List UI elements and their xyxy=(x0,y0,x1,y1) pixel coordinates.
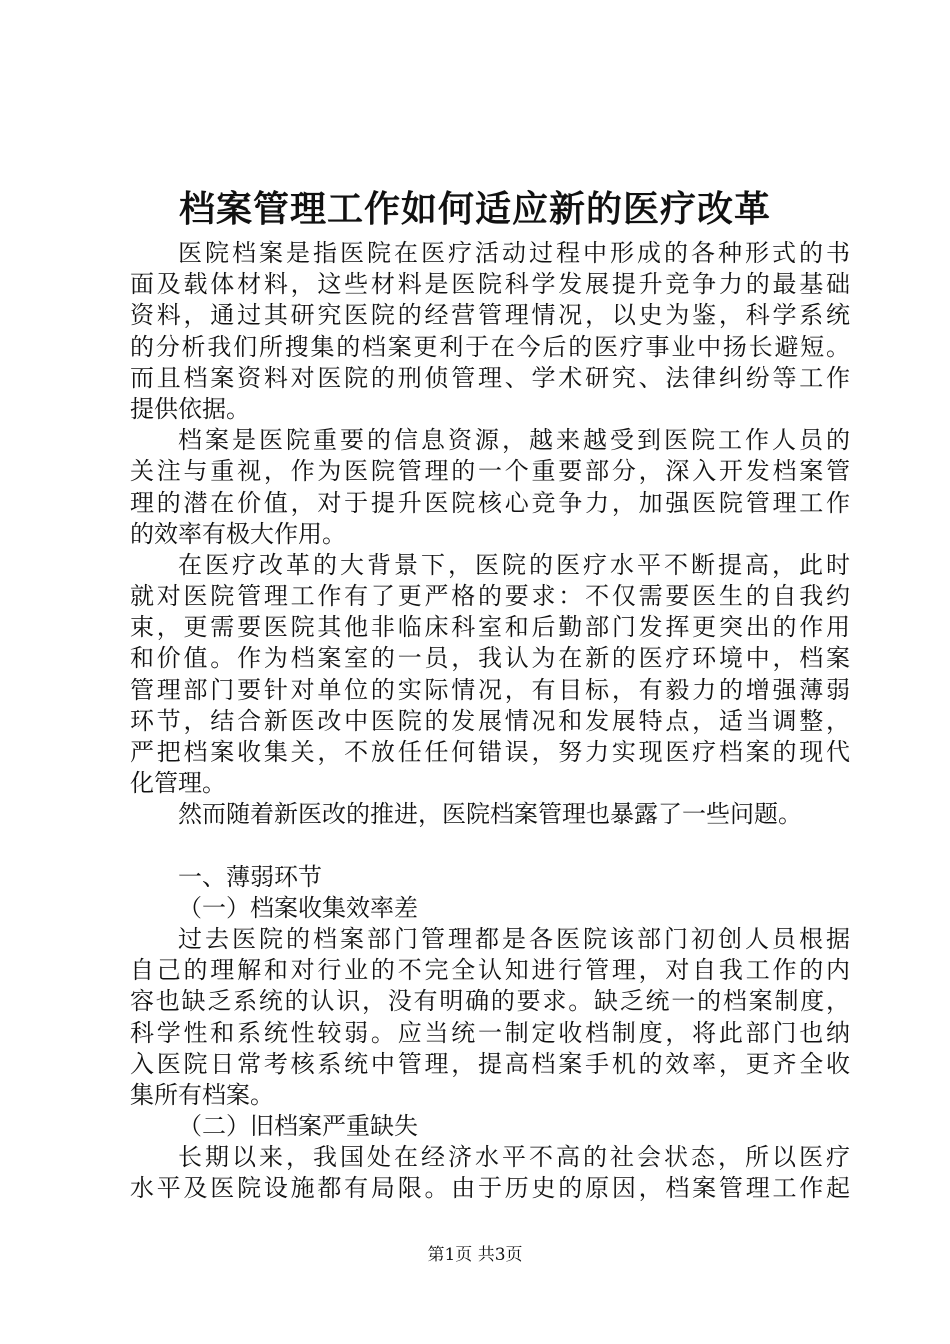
paragraph-line: 和价值。作为档案室的一员，我认为在新的医疗环境中，档案 xyxy=(130,644,850,673)
paragraph-line: 资料，通过其研究医院的经营管理情况，以史为鉴，科学系统 xyxy=(130,301,850,330)
document-title: 档案管理工作如何适应新的医疗改革 xyxy=(178,188,771,230)
paragraph-line: 集所有档案。 xyxy=(130,1080,274,1109)
paragraph-line: 的分析我们所搜集的档案更利于在今后的医疗事业中扬长避短。 xyxy=(130,332,850,361)
paragraph-line: 而且档案资料对医院的刑侦管理、学术研究、法律纠纷等工作 xyxy=(130,363,850,392)
paragraph-line: 关注与重视，作为医院管理的一个重要部分，深入开发档案管 xyxy=(130,457,850,486)
paragraph xyxy=(130,799,850,830)
paragraph-line: 就对医院管理工作有了更严格的要求：不仅需要医生的自我约 xyxy=(130,582,850,611)
paragraph xyxy=(130,425,850,550)
paragraph-line: 的效率有极大作用。 xyxy=(130,519,346,548)
paragraph-line: 然而随着新医改的推进，医院档案管理也暴露了一些问题。 xyxy=(178,800,802,829)
paragraph xyxy=(130,924,850,1111)
page-footer: 第1页 共3页 xyxy=(427,1245,523,1265)
paragraph-line: 水平及医院设施都有局限。由于历史的原因，档案管理工作起 xyxy=(130,1174,850,1203)
paragraph-line: 医院档案是指医院在医疗活动过程中形成的各种形式的书 xyxy=(178,239,850,267)
paragraph-line: 理的潜在价值，对于提升医院核心竞争力，加强医院管理工作 xyxy=(130,488,850,517)
paragraph-line: 化管理。 xyxy=(130,769,226,798)
paragraph-line: 过去医院的档案部门管理都是各医院该部门初创人员根据 xyxy=(178,924,850,953)
subsection-heading: （二）旧档案严重缺失 xyxy=(178,1112,418,1141)
document-body xyxy=(130,238,850,1205)
paragraph-line: 严把档案收集关，不放任任何错误，努力实现医疗档案的现代 xyxy=(130,738,850,766)
paragraph xyxy=(130,238,850,425)
paragraph xyxy=(130,1142,850,1204)
paragraph-line: 环节，结合新医改中医院的发展情况和发展特点，适当调整， xyxy=(130,706,850,735)
paragraph-line: 自己的理解和对行业的不完全认知进行管理，对自我工作的内 xyxy=(130,956,850,985)
blank-line xyxy=(130,831,850,862)
paragraph-line: 在医疗改革的大背景下，医院的医疗水平不断提高，此时 xyxy=(178,550,850,579)
paragraph-line: 容也缺乏系统的认识，没有明确的要求。缺乏统一的档案制度， xyxy=(130,987,850,1016)
paragraph-line: 长期以来，我国处在经济水平不高的社会状态，所以医疗 xyxy=(178,1143,850,1172)
section-heading: 一、薄弱环节 xyxy=(178,862,322,891)
paragraph-line: 束，更需要医院其他非临床科室和后勤部门发挥更突出的作用 xyxy=(130,613,850,642)
paragraph-line: 入医院日常考核系统中管理，提高档案手机的效率，更齐全收 xyxy=(130,1049,850,1078)
paragraph-line: 科学性和系统性较弱。应当统一制定收档制度，将此部门也纳 xyxy=(130,1018,850,1047)
paragraph xyxy=(130,550,850,800)
paragraph-line: 档案是医院重要的信息资源，越来越受到医院工作人员的 xyxy=(178,426,850,455)
subsection-heading: （一）档案收集效率差 xyxy=(178,893,418,922)
paragraph-line: 面及载体材料，这些材料是医院科学发展提升竞争力的最基础 xyxy=(130,270,850,299)
paragraph-line: 提供依据。 xyxy=(130,394,250,423)
paragraph-line: 管理部门要针对单位的实际情况，有目标，有毅力的增强薄弱 xyxy=(130,675,850,704)
